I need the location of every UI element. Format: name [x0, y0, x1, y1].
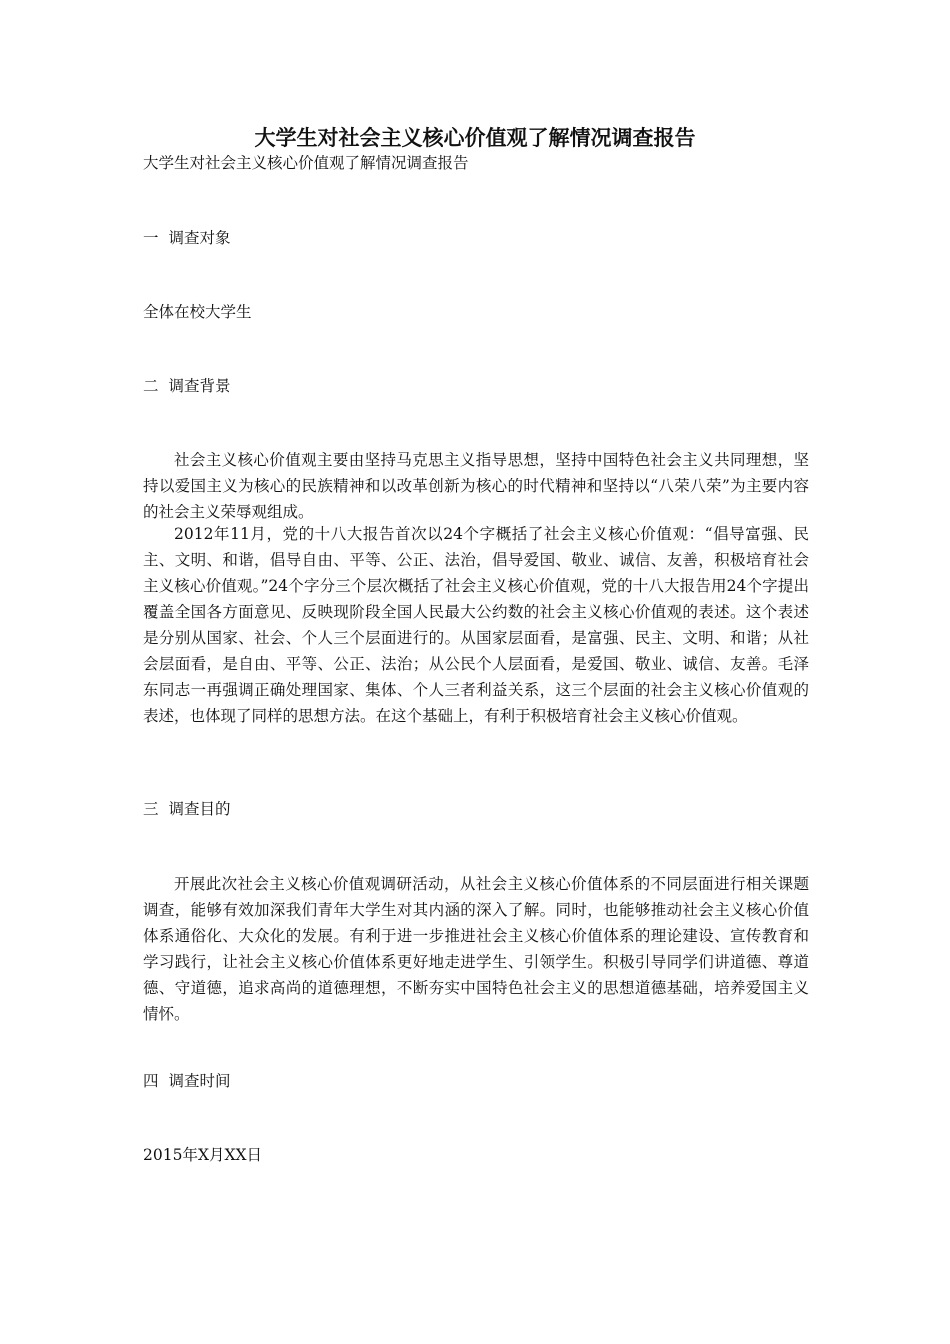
section-number: 二 [143, 377, 159, 395]
section-heading-2 [143, 374, 813, 398]
section-2-paragraph-2: 2012年11月，党的十八大报告首次以24个字概括了社会主义核心价值观：“倡导富强、民主、文明、和谐，倡导自由、平等、公正、法治，倡导爱国、敬业、诚信、友善，积极培育社会主义核心价值观。”24个字分三个层次概括了社会主义核心价值观，党的十八大报告用24个字提出覆盖全国各方面意见、反映现阶段全国人民最大公约数的社会主义核心价值观的表述。这个表述是分别从国家、社会、个人三个层面进行的。从国家层面看，是富强、民主、文明、和谐；从社会层面看，是自由、平等、公正、法治；从公民个人层面看，是爱国、敬业、诚信、友善。毛泽东同志一再强调正确处理国家、集体、个人三者利益关系，这三个层面的社会主义核心价值观的表述，也体现了同样的思想方法。在这个基础上，有利于积极培育社会主义核心价值观。 [143, 525, 809, 725]
section-2-paragraph-1: 社会主义核心价值观主要由坚持马克思主义指导思想，坚持中国特色社会主义共同理想，坚持以爱国主义为核心的民族精神和以改革创新为核心的时代精神和坚持以“八荣八荣”为主要内容的社会主义荣辱观组成。 [143, 451, 809, 521]
section-number: 四 [143, 1072, 159, 1090]
section-heading-3 [143, 797, 813, 821]
section-heading-text: 调查对象 [168, 229, 231, 247]
section-heading-1 [143, 226, 813, 250]
section-3-paragraph-1: 开展此次社会主义核心价值观调研活动，从社会主义核心价值体系的不同层面进行相关课题调查，能够有效加深我们青年大学生对其内涵的深入了解。同时，也能够推动社会主义核心价值体系通俗化、大众化的发展。有利于进一步推进社会主义核心价值体系的理论建设、宣传教育和学习践行，让社会主义核心价值体系更好地走进学生、引领学生。积极引导同学们讲道德、尊道德、守道德，追求高尚的道德理想，不断夯实中国特色社会主义的思想道德基础，培养爱国主义情怀。 [143, 875, 809, 1023]
section-4-text: 2015年X月XX日 [143, 1146, 263, 1164]
section-heading-text: 调查时间 [168, 1072, 231, 1090]
section-heading-text: 调查背景 [168, 377, 231, 395]
section-number: 三 [143, 800, 159, 818]
section-heading-4 [143, 1069, 813, 1093]
section-1-text: 全体在校大学生 [143, 303, 252, 321]
document-title: 大学生对社会主义核心价值观了解情况调查报告 [254, 125, 696, 150]
document-subtitle: 大学生对社会主义核心价值观了解情况调查报告 [143, 154, 469, 172]
section-number: 一 [143, 229, 159, 247]
section-heading-text: 调查目的 [168, 800, 231, 818]
